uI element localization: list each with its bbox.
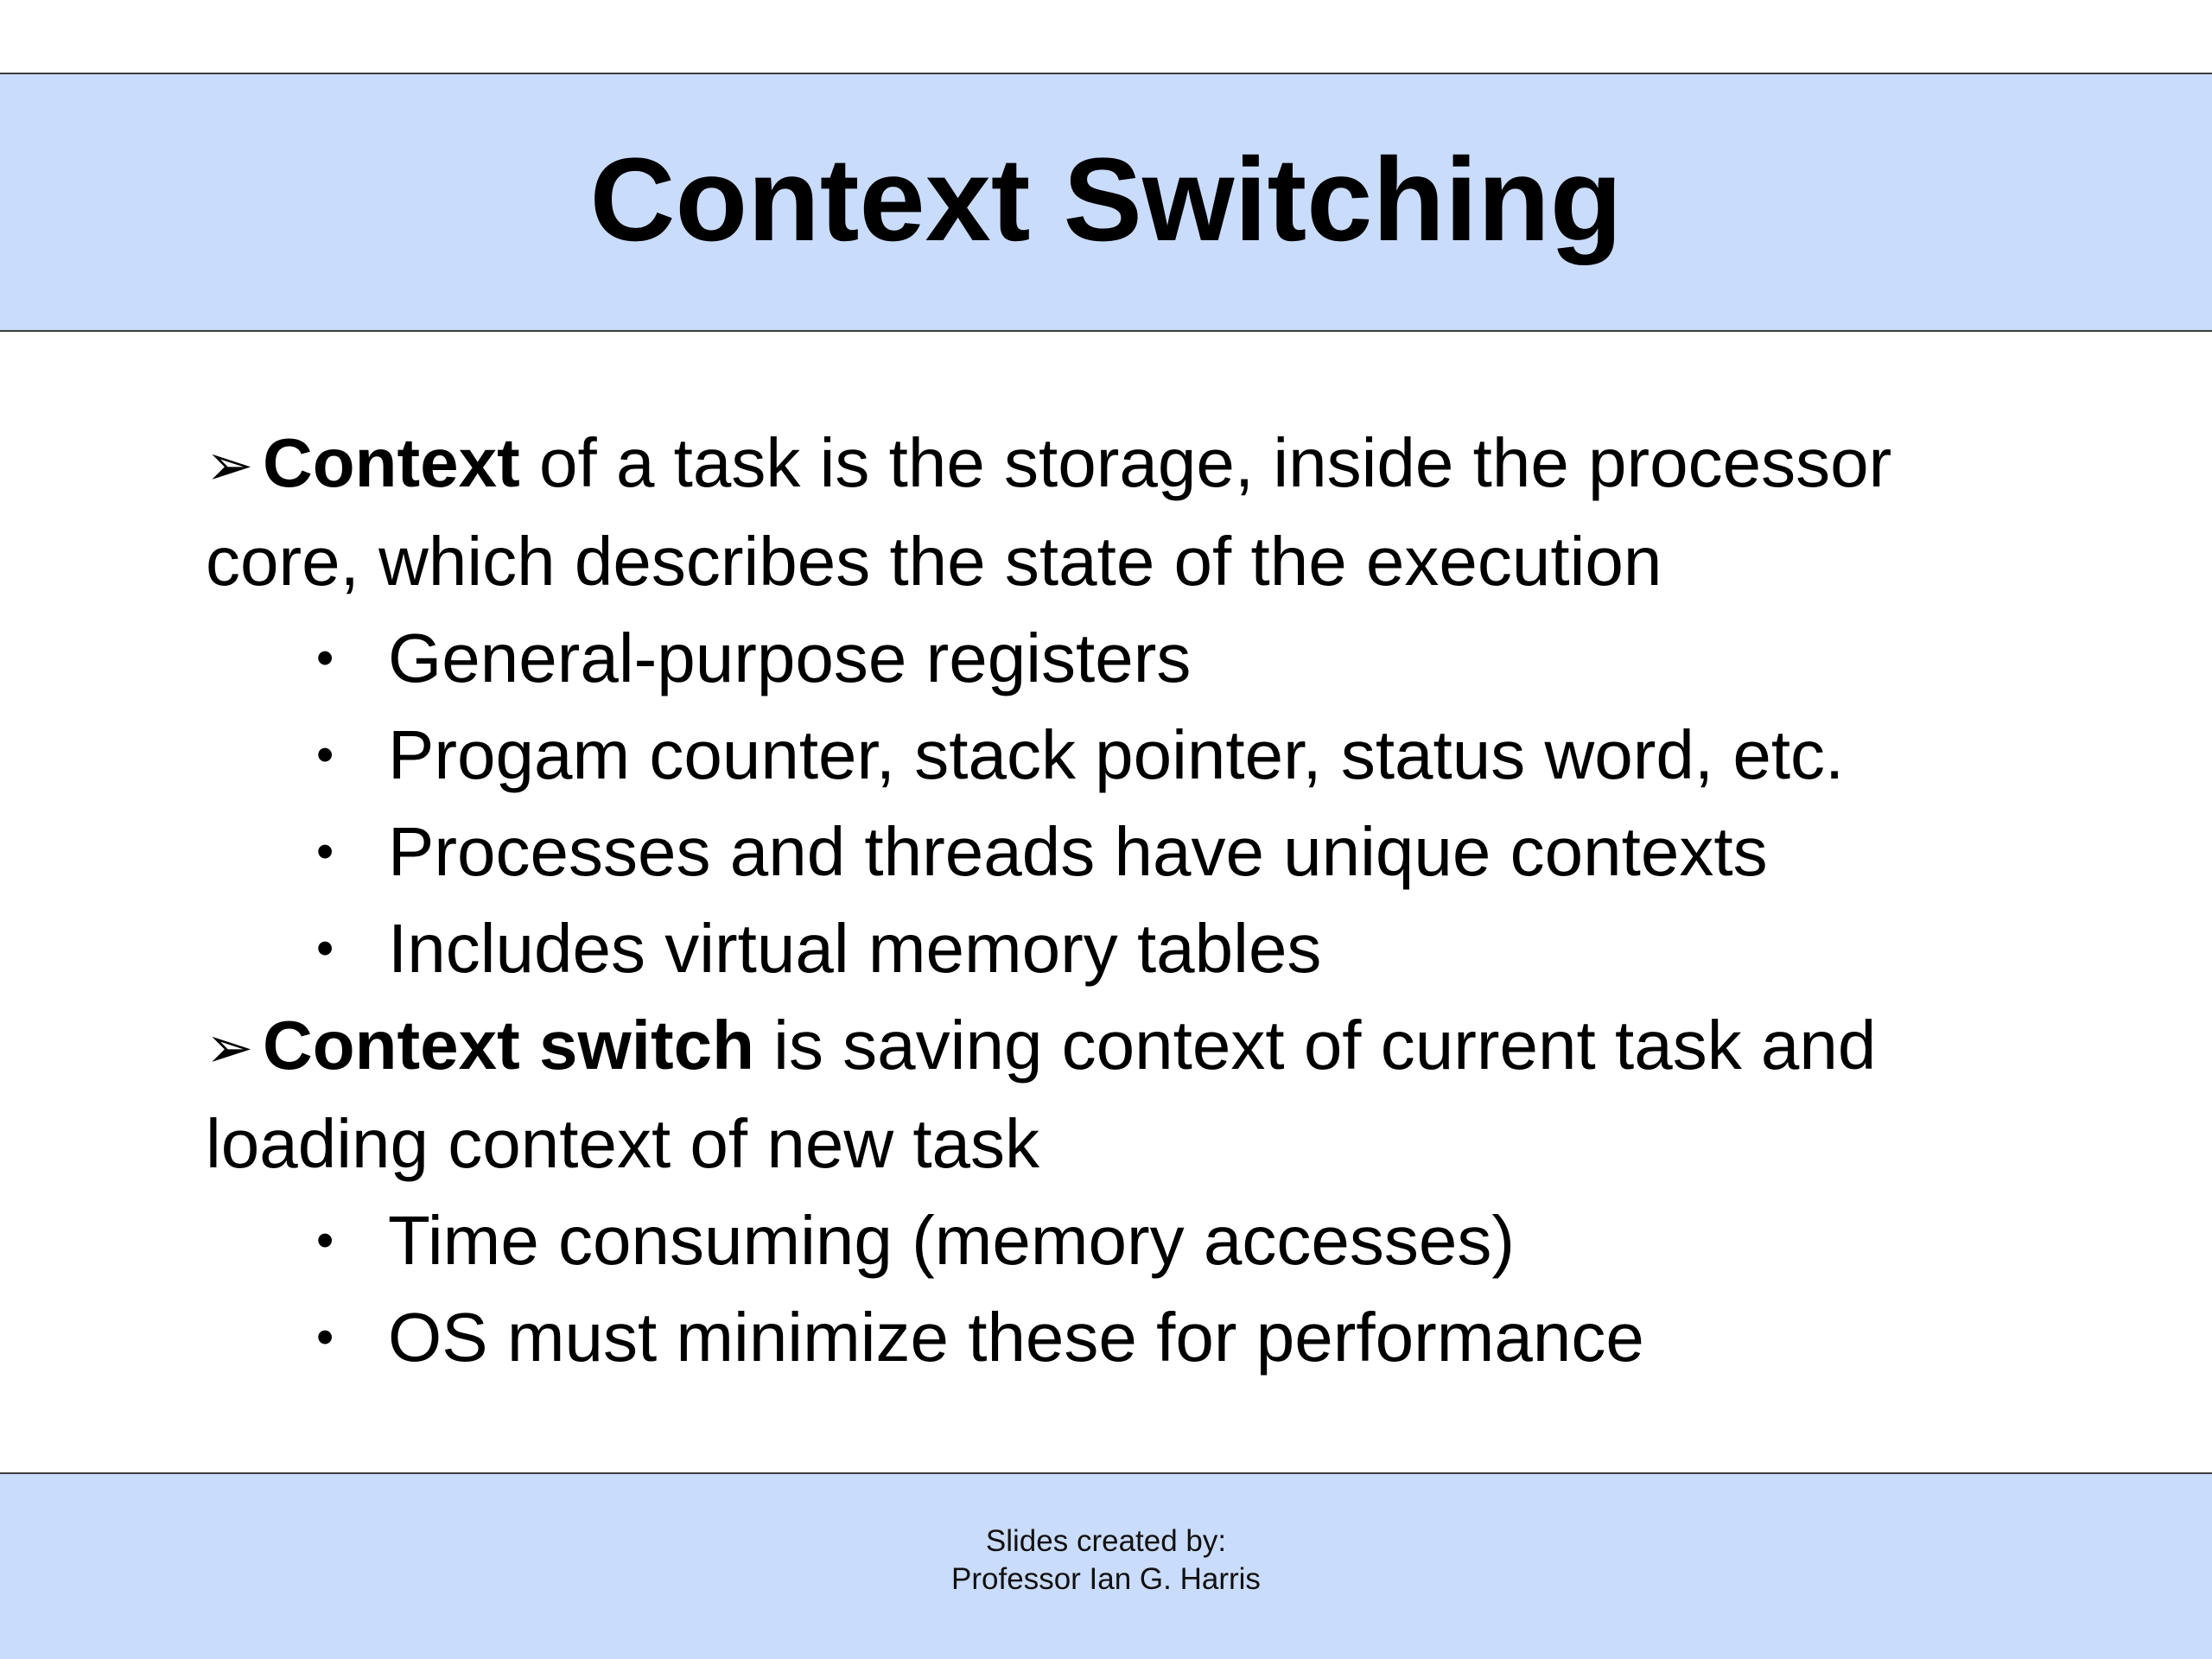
sub-bullet-text: Includes virtual memory tables <box>388 910 1322 987</box>
dot-bullet-icon: • <box>316 920 334 976</box>
bullet-context-switch <box>206 997 2063 1192</box>
sub-bullet-text: General-purpose registers <box>388 620 1192 696</box>
sub-bullet-text: OS must minimize these for performance <box>388 1299 1644 1376</box>
sub-bullet <box>206 900 2063 997</box>
bullet-context <box>206 415 2063 610</box>
sub-bullet <box>206 1192 2063 1289</box>
dot-bullet-icon: • <box>316 1309 334 1365</box>
sub-bullet <box>206 804 2063 900</box>
bullet-text: is saving context of current task and loading context of new task <box>206 1007 1877 1182</box>
bullet-term: Context <box>263 424 520 501</box>
bullet-term: Context switch <box>263 1007 754 1084</box>
footer-credit-line: Slides created by: <box>985 1524 1227 1558</box>
dot-bullet-icon: • <box>316 727 334 783</box>
sub-bullet-text: Time consuming (memory accesses) <box>388 1202 1516 1279</box>
arrow-bullet-icon: ➢ <box>206 433 254 497</box>
arrow-bullet-icon: ➢ <box>206 1015 254 1079</box>
bullet-text: of a task is the storage, inside the processor core, which describes the state of the execution <box>206 424 1892 600</box>
dot-bullet-icon: • <box>316 1212 334 1268</box>
slide-body <box>206 415 2063 1386</box>
title-band <box>0 73 2212 332</box>
slide-title: Context Switching <box>589 133 1623 266</box>
sub-bullet-text: Processes and threads have unique contexts <box>388 813 1768 890</box>
footer-credits <box>0 1522 2212 1599</box>
footer-author: Professor Ian G. Harris <box>951 1562 1261 1596</box>
dot-bullet-icon: • <box>316 630 334 686</box>
dot-bullet-icon: • <box>316 823 334 880</box>
sub-bullet-text: Progam counter, stack pointer, status word, etc. <box>388 716 1845 793</box>
sub-bullet <box>206 610 2063 707</box>
sub-bullet <box>206 1289 2063 1386</box>
footer-band <box>0 1472 2212 1659</box>
sub-bullet <box>206 707 2063 804</box>
